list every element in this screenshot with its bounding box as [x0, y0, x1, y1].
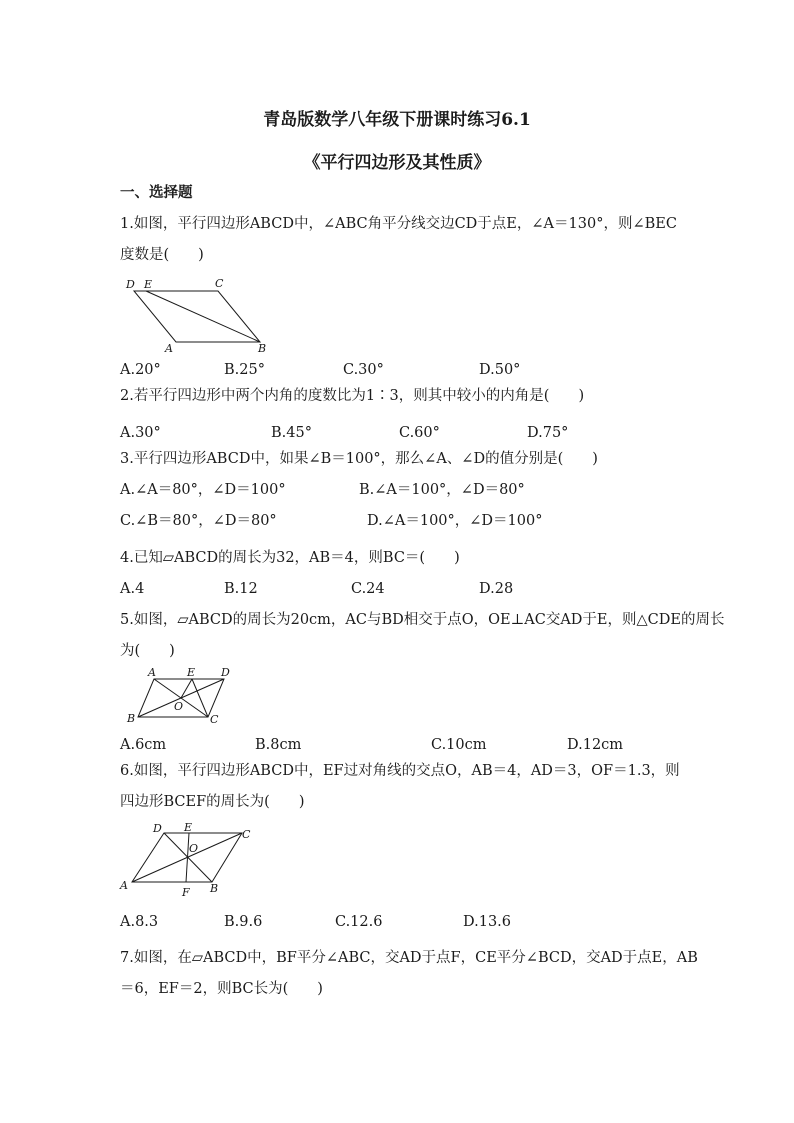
- label-c: C: [210, 713, 219, 726]
- label-c: C: [215, 277, 224, 290]
- question-2-line-1: 2.若平行四边形中两个内角的度数比为1∶3，则其中较小的内角是( ): [120, 388, 585, 404]
- question-4-option-c: C.24: [351, 581, 385, 597]
- question-3-line-1: 3.平行四边形ABCD中，如果∠B＝100°，那么∠A、∠D的值分别是( ): [120, 451, 598, 467]
- question-1-line-2: 度数是( ): [120, 247, 204, 263]
- page-title: 青岛版数学八年级下册课时练习6.1: [263, 110, 531, 130]
- question-5-line-1: 5.如图，▱ABCD的周长为20cm，AC与BD相交于点O，OE⊥AC交AD于E，则△CDE的周长: [120, 612, 725, 628]
- label-e: E: [184, 821, 193, 834]
- question-3-option-d: D.∠A＝100°，∠D＝100°: [367, 513, 543, 529]
- label-b: B: [210, 882, 219, 895]
- question-2-option-b: B.45°: [271, 425, 312, 441]
- question-3-option-a: A.∠A＝80°，∠D＝100°: [120, 482, 286, 498]
- question-1-option-d: D.50°: [479, 362, 521, 378]
- label-e: E: [187, 666, 196, 679]
- label-d: D: [153, 822, 162, 835]
- question-3-option-b: B.∠A＝100°，∠D＝80°: [359, 482, 525, 498]
- question-1-option-a: A.20°: [120, 362, 161, 378]
- question-1-figure: [120, 272, 280, 356]
- section-heading: 一、选择题: [120, 184, 193, 201]
- question-6-option-b: B.9.6: [224, 914, 263, 930]
- question-4-option-a: A.4: [120, 581, 145, 597]
- question-3-option-c: C.∠B＝80°，∠D＝80°: [120, 513, 277, 529]
- question-6-line-2: 四边形BCEF的周长为( ): [120, 794, 305, 810]
- parallelogram-abcd: [134, 291, 260, 342]
- label-d: D: [126, 278, 135, 291]
- question-4-line-1: 4.已知▱ABCD的周长为32，AB＝4，则BC＝( ): [120, 550, 460, 566]
- label-b: B: [258, 342, 267, 355]
- question-2-option-a: A.30°: [120, 425, 161, 441]
- question-6-figure: [118, 820, 258, 902]
- question-5-option-a: A.6cm: [120, 737, 167, 753]
- question-2-option-c: C.60°: [399, 425, 440, 441]
- question-4-option-d: D.28: [479, 581, 514, 597]
- label-o: O: [189, 842, 199, 855]
- question-5-option-b: B.8cm: [255, 737, 302, 753]
- label-f: F: [182, 886, 190, 899]
- question-2-option-d: D.75°: [527, 425, 569, 441]
- question-7-line-2: ＝6，EF＝2，则BC长为( ): [120, 981, 323, 997]
- question-1-line-1: 1.如图，平行四边形ABCD中，∠ABC角平分线交边CD于点E，∠A＝130°，则∠BEC: [120, 216, 677, 232]
- question-6-line-1: 6.如图，平行四边形ABCD中，EF过对角线的交点O，AB＝4，AD＝3，OF＝1.3，则: [120, 763, 680, 779]
- question-6-option-c: C.12.6: [335, 914, 383, 930]
- question-1-option-c: C.30°: [343, 362, 384, 378]
- question-6-option-a: A.8.3: [120, 914, 159, 930]
- question-4-option-b: B.12: [224, 581, 258, 597]
- question-1-option-b: B.25°: [224, 362, 265, 378]
- label-e: E: [144, 278, 153, 291]
- label-d: D: [221, 666, 230, 679]
- segment-be: [146, 291, 260, 342]
- label-o: O: [174, 700, 184, 713]
- question-5-option-c: C.10cm: [431, 737, 487, 753]
- question-6-option-d: D.13.6: [463, 914, 512, 930]
- question-5-option-d: D.12cm: [567, 737, 624, 753]
- question-7-line-1: 7.如图，在▱ABCD中，BF平分∠ABC，交AD于点F，CE平分∠BCD，交AD于点E，AB: [120, 950, 698, 966]
- question-5-figure: [124, 666, 234, 730]
- label-a: A: [148, 666, 156, 679]
- label-b: B: [127, 712, 136, 725]
- label-a: A: [165, 342, 173, 355]
- label-c: C: [242, 828, 251, 841]
- label-a: A: [120, 879, 128, 892]
- page-subtitle: 《平行四边形及其性质》: [303, 153, 491, 173]
- question-5-line-2: 为( ): [120, 643, 175, 659]
